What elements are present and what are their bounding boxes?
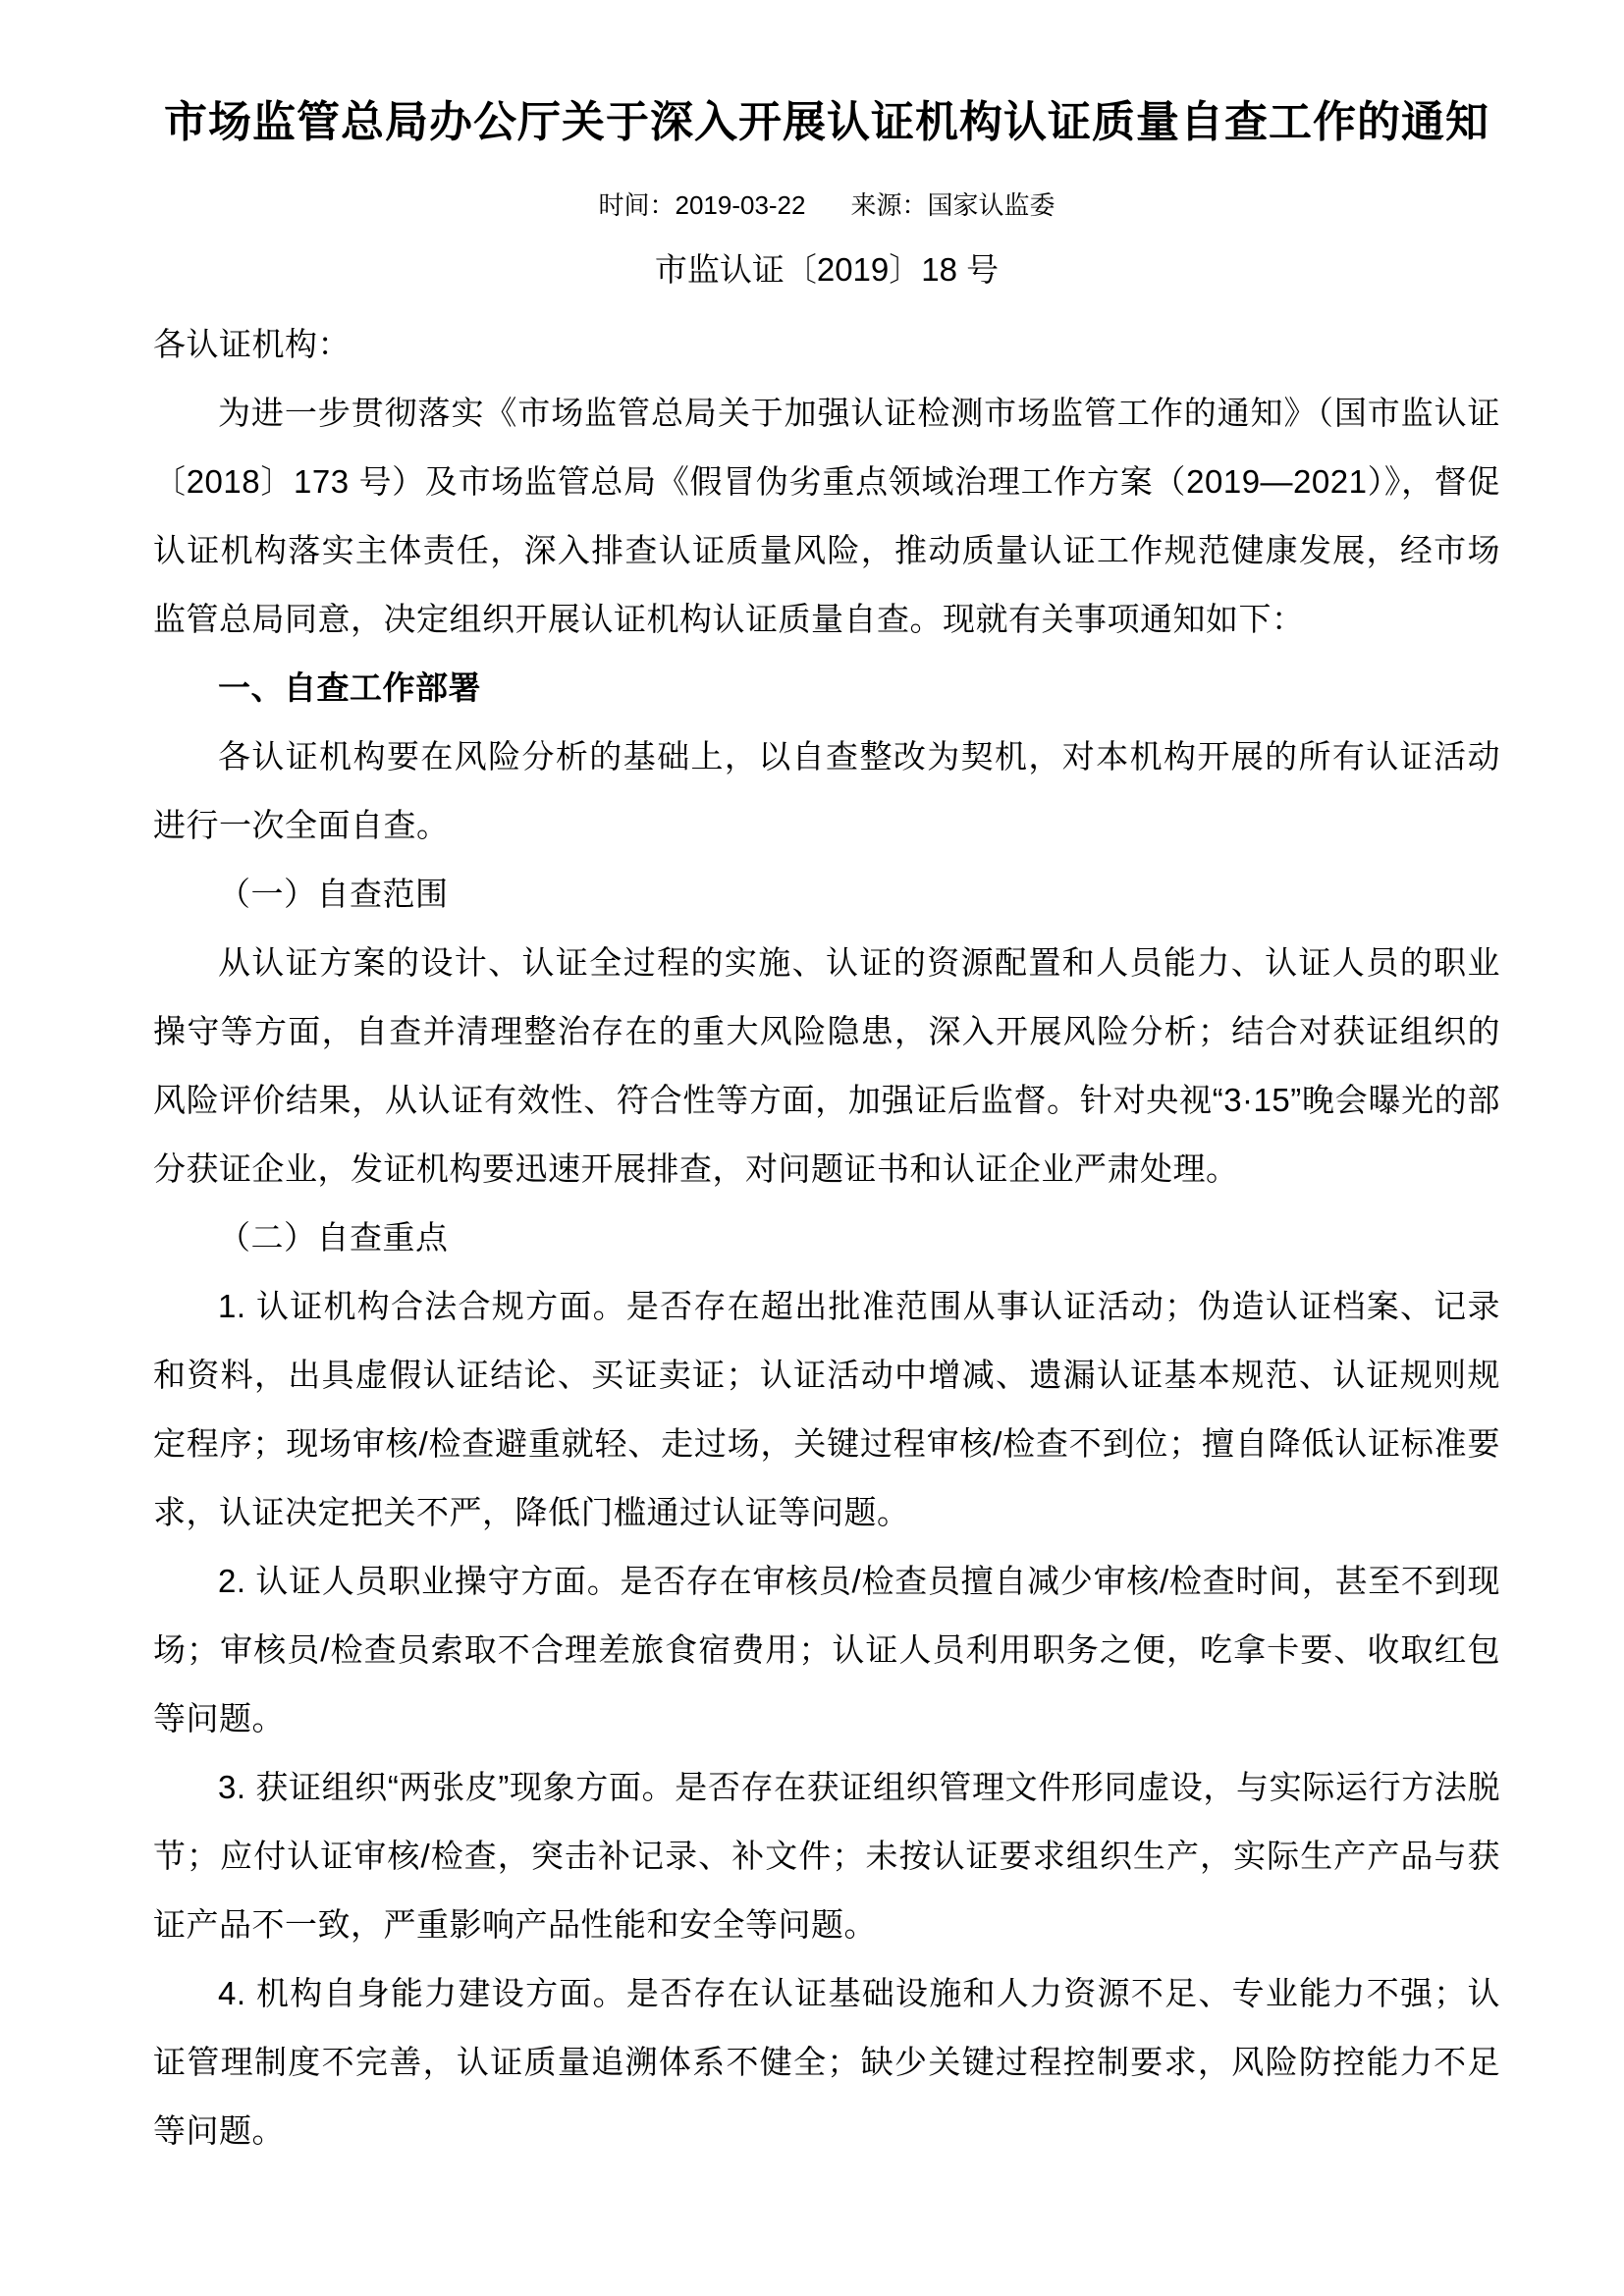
focus-item-2: 2. 认证人员职业操守方面。是否存在审核员/检查员擅自减少审核/检查时间，甚至不到现场；审核员/检查员索取不合理差旅食宿费用；认证人员利用职务之便，吃拿卡要、收取红包等问题。 — [153, 1563, 1500, 1736]
section-heading-1: 一、自查工作部署 — [218, 669, 481, 706]
document-title: 市场监管总局办公厅关于深入开展认证机构认证质量自查工作的通知 — [164, 98, 1489, 146]
focus-item-1: 1. 认证机构合法合规方面。是否存在超出批准范围从事认证活动；伪造认证档案、记录和资料，出具虚假认证结论、买证卖证；认证活动中增减、遗漏认证基本规范、认证规则规定程序；现场审核/检查避重就轻、走过场，关键过程审核/检查不到位；擅自降低认证标准要求，认证决定把关不严，降低门槛通过认证等问题。 — [153, 1288, 1500, 1530]
salutation: 各认证机构： — [153, 326, 351, 362]
focus-item-4: 4. 机构自身能力建设方面。是否存在认证基础设施和人力资源不足、专业能力不强；认证管理制度不完善，认证质量追溯体系不健全；缺少关键过程控制要求，风险防控能力不足等问题。 — [153, 1975, 1500, 2149]
publish-time: 时间：2019-03-22 — [598, 190, 806, 220]
document-meta — [153, 188, 1500, 222]
document-number: 市监认证〔2019〕18 号 — [654, 251, 1000, 288]
subsection-heading-focus: （二）自查重点 — [218, 1219, 449, 1255]
subsection-heading-scope: （一）自查范围 — [218, 876, 449, 912]
publish-source: 来源：国家认监委 — [850, 190, 1056, 220]
paragraph-section1-intro: 各认证机构要在风险分析的基础上，以自查整改为契机，对本机构开展的所有认证活动进行一次全面自查。 — [153, 738, 1500, 843]
document-body — [153, 310, 1500, 2165]
intro-paragraph: 为进一步贯彻落实《市场监管总局关于加强认证检测市场监管工作的通知》（国市监认证〔2018〕173 号）及市场监管总局《假冒伪劣重点领域治理工作方案（2019—2021）》，督促认证机构落实主体责任，深入排查认证质量风险，推动质量认证工作规范健康发展，经市场监管总局同意，决定组织开展认证机构认证质量自查。现就有关事项通知如下： — [153, 395, 1500, 637]
focus-item-3: 3. 获证组织“两张皮”现象方面。是否存在获证组织管理文件形同虚设，与实际运行方法脱节；应付认证审核/检查，突击补记录、补文件；未按认证要求组织生产，实际生产产品与获证产品不一致，严重影响产品性能和安全等问题。 — [153, 1769, 1500, 1943]
paragraph-scope: 从认证方案的设计、认证全过程的实施、认证的资源配置和人员能力、认证人员的职业操守等方面，自查并清理整治存在的重大风险隐患，深入开展风险分析；结合对获证组织的风险评价结果，从认证有效性、符合性等方面，加强证后监督。针对央视“3·15”晚会曝光的部分获证企业，发证机构要迅速开展排查，对问题证书和认证企业严肃处理。 — [153, 944, 1500, 1187]
